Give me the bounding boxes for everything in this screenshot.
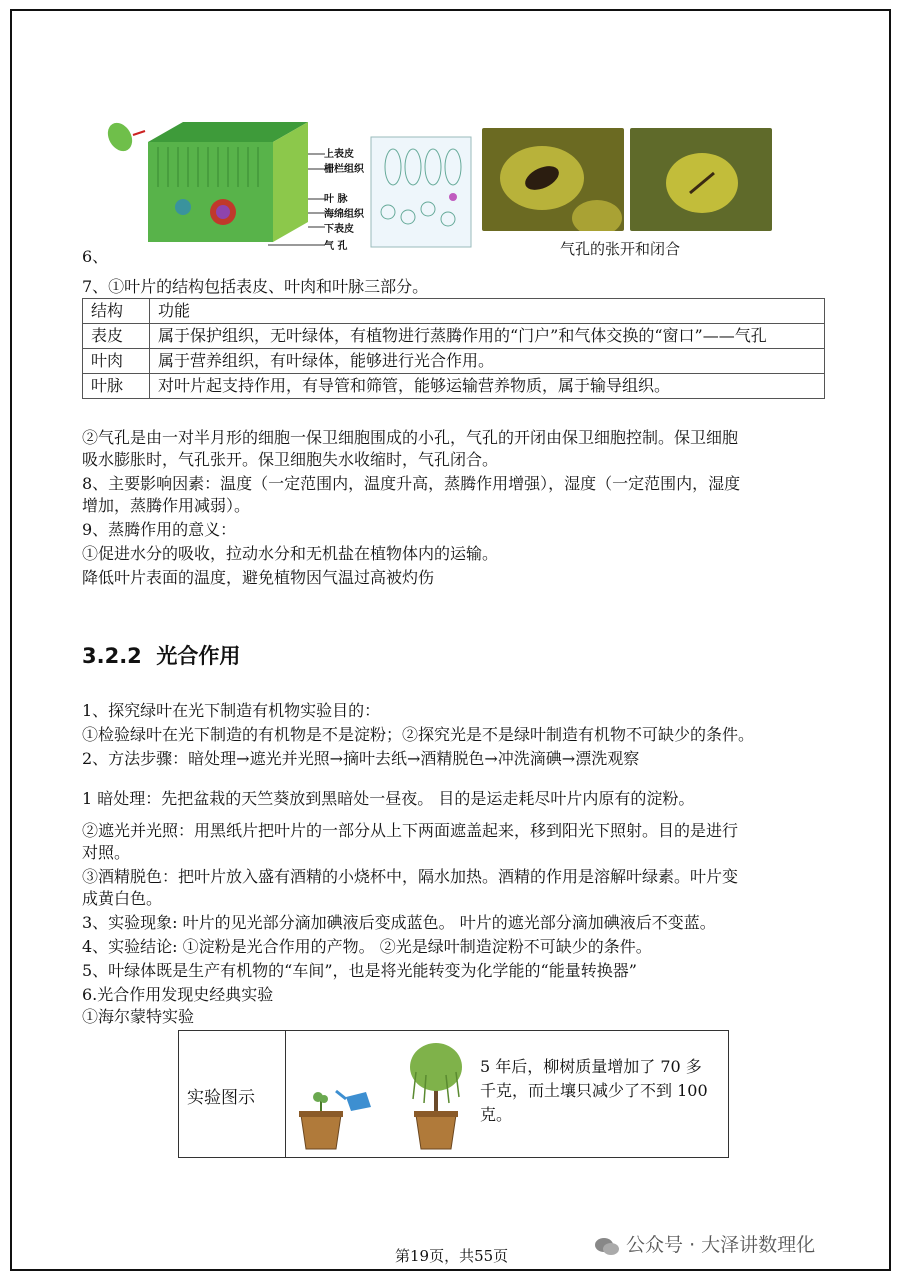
stoma-closed-photo (630, 128, 772, 231)
para-factors-1: 8、主要影响因素：温度（一定范围内，温度升高，蒸腾作用增强），湿度（一定范围内，湿度 (82, 474, 741, 493)
photo-item-6: 6.光合作用发现史经典实验 (82, 985, 274, 1004)
wechat-icon (594, 1236, 620, 1256)
label-stoma: 气 孔 (324, 241, 348, 252)
photo-item-1-purpose: ①检验绿叶在光下制造的有机物是不是淀粉；②探究光是不是绿叶制造有机物不可缺少的条件。 (82, 725, 755, 744)
experiment-text-line-2: 千克，而土壤只减少了不到 100 (480, 1081, 708, 1100)
stoma-open-photo (482, 128, 624, 231)
row-name: 叶脉 (83, 374, 150, 399)
label-upper-epidermis: 上表皮 (324, 149, 354, 160)
photo-step-alcohol-1: ③酒精脱色：把叶片放入盛有酒精的小烧杯中，隔水加热。酒精的作用是溶解叶绿素。叶片变 (82, 867, 739, 886)
watermark-text: 公众号 · 大泽讲数理化 (626, 1234, 816, 1256)
photo-item-1: 1、探究绿叶在光下制造有机物实验目的： (82, 701, 381, 720)
photo-item-4: 4、实验结论: ①淀粉是光合作用的产物。 ②光是绿叶制造淀粉不可缺少的条件。 (82, 937, 652, 956)
experiment-text (480, 1055, 708, 1127)
willow-pots-illustration (291, 1037, 471, 1152)
header-structure: 结构 (83, 299, 150, 324)
row-desc: 属于保护组织，无叶绿体，有植物进行蒸腾作用的“门户”和气体交换的“窗口”——气孔 (150, 324, 825, 349)
experiment-text-line-1: 5 年后，柳树质量增加了 70 多 (480, 1057, 702, 1076)
leaf-structure-table (82, 298, 825, 399)
para-significance-2: 降低叶片表面的温度，避免植物因气温过高被灼伤 (82, 568, 435, 587)
label-palisade: 栅栏组织 (324, 164, 364, 175)
watermark (594, 1230, 815, 1257)
experiment-label: 实验图示 (187, 1088, 255, 1108)
leaf-labels (324, 147, 364, 254)
helmont-experiment-box (178, 1030, 729, 1158)
section-title: 光合作用 (156, 644, 241, 668)
para-factors-2: 增加，蒸腾作用减弱）。 (82, 496, 251, 515)
label-vein: 叶 脉 (324, 194, 348, 205)
row-name: 叶肉 (83, 349, 150, 374)
experiment-label-cell (179, 1031, 286, 1157)
para-significance-1: ①促进水分的吸收，拉动水分和无机盐在植物体内的运输。 (82, 544, 499, 563)
header-function: 功能 (150, 299, 825, 324)
photo-item-6-1: ①海尔蒙特实验 (82, 1007, 195, 1026)
para-stoma-2: 吸水膨胀时，气孔张开。保卫细胞失水收缩时，气孔闭合。 (82, 450, 499, 469)
photo-step-shade-1: ②遮光并光照：用黑纸片把叶片的一部分从上下两面遮盖起来，移到阳光下照射。目的是进行 (82, 821, 739, 840)
para-significance: 9、蒸腾作用的意义： (82, 520, 237, 539)
photo-item-3: 3、实验现象: 叶片的见光部分滴加碘液后变成蓝色。 叶片的遮光部分滴加碘液后不变蓝。 (82, 913, 716, 932)
table-row (83, 349, 825, 374)
experiment-text-line-3: 克。 (480, 1105, 513, 1124)
para-stoma-1: ②气孔是由一对半月形的细胞一保卫细胞围成的小孔，气孔的开闭由保卫细胞控制。保卫细胞 (82, 428, 739, 447)
row-name: 表皮 (83, 324, 150, 349)
item-7: 7、①叶片的结构包括表皮、叶肉和叶脉三部分。 (82, 277, 429, 296)
table-header (83, 299, 825, 324)
label-spongy: 海绵组织 (324, 209, 364, 220)
section-number: 3.2.2 (82, 644, 142, 668)
item-6: 6、 (82, 247, 109, 266)
table-row (83, 374, 825, 399)
photo-item-5: 5、叶绿体既是生产有机物的“车间”，也是将光能转变为化学能的“能量转换器” (82, 961, 637, 980)
row-desc: 对叶片起支持作用，有导管和筛管，能够运输营养物质，属于输导组织。 (150, 374, 825, 399)
photo-step-alcohol-2: 成黄白色。 (82, 889, 163, 908)
photo-step-shade-2: 对照。 (82, 843, 131, 862)
leaf-structure-diagram (103, 117, 478, 252)
section-heading (82, 640, 240, 670)
row-desc: 属于营养组织，有叶绿体，能够进行光合作用。 (150, 349, 825, 374)
photo-item-2: 2、方法步骤：暗处理→遮光并光照→摘叶去纸→酒精脱色→冲洗滴碘→漂洗观察 (82, 749, 640, 768)
photo-step-dark: 1 暗处理：先把盆栽的天竺葵放到黑暗处一昼夜。 目的是运走耗尽叶片内原有的淀粉。 (82, 789, 695, 808)
label-lower-epidermis: 下表皮 (324, 224, 354, 235)
figure-caption: 气孔的张开和闭合 (560, 240, 681, 258)
page-number: 第19页，共55页 (395, 1247, 509, 1265)
table-row (83, 324, 825, 349)
